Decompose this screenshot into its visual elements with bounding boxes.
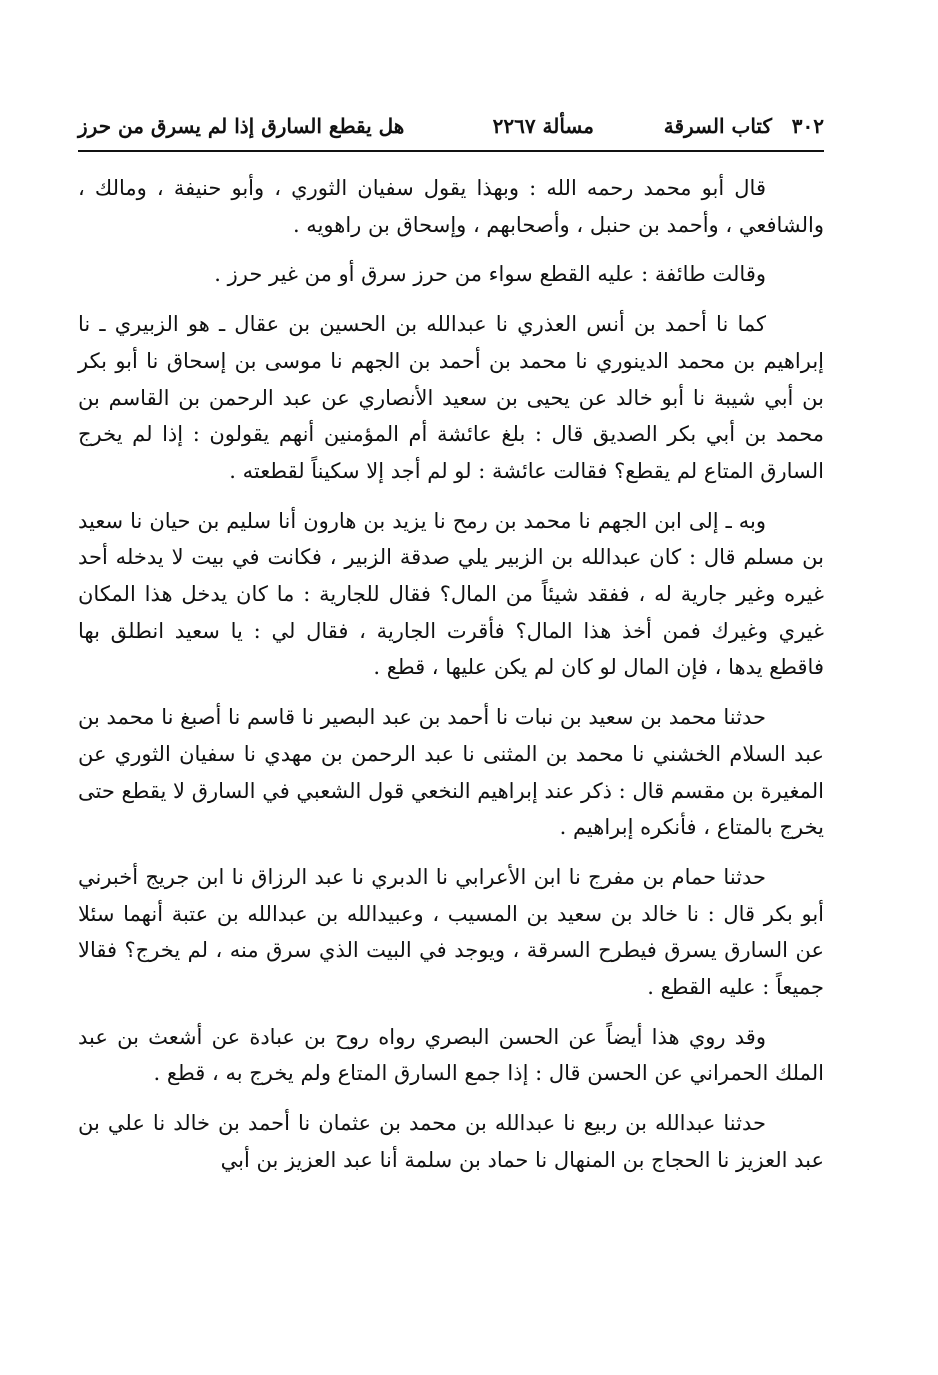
paragraph: وقالت طائفة : عليه القطع سواء من حرز سرق أو من غير حرز . <box>214 262 766 287</box>
paragraph: حدثنا عبدالله بن ربيع نا عبدالله بن محمد بن عثمان نا أحمد بن خالد نا علي بن عبد العزيز نا الحجاج بن المنهال نا حماد بن سلمة أنا عبد العزيز بن أبي <box>78 1111 824 1172</box>
book-title: كتاب السرقة <box>663 114 772 138</box>
page-number: ٣٠٢ <box>791 114 824 138</box>
header-rule <box>78 150 824 152</box>
running-header <box>78 112 824 144</box>
paragraph: حدثنا حمام بن مفرج نا ابن الأعرابي نا الدبري نا عبد الرزاق نا ابن جريج أخبرني أبو بكر قال : نا خالد بن سعيد بن المسيب ، وعبيدالله بن عبدالله بن عتبة أنهما سئلا عن السارق يسرق فيطرح السرقة ، ويوجد في البيت الذي سرق منه ، لم يخرج؟ فقالا جميعاً : عليه القطع . <box>78 864 824 1000</box>
topic-title: هل يقطع السارق إذا لم يسرق من حرز <box>78 114 405 138</box>
paragraph: حدثنا محمد بن سعيد بن نبات نا أحمد بن عبد البصير نا قاسم نا أصبغ نا محمد بن عبد السلام الخشني نا محمد بن المثنى نا عبد الرحمن بن مهدي نا سفيان الثوري عن المغيرة بن مقسم قال : ذكر عند إبراهيم النخعي قول الشعبي في السارق لا يقطع حتى يخرج بالمتاع ، فأنكره إبراهيم . <box>78 705 824 840</box>
paragraph: وبه ـ إلى ابن الجهم نا محمد بن رمح نا يزيد بن هارون أنا سليم بن حيان نا سعيد بن مسلم قال : كان عبدالله بن الزبير يلي صدقة الزبير ، فكانت في بيت لا يدخله أحد غيره وغير جارية له ، ففقد شيئاً من المال؟ فقال للجارية : ما كان يدخل هذا المكان غيري وغيرك فمن أخذ هذا المال؟ فأقرت الجارية ، فقال لي : يا سعيد انطلق بها فاقطع يدها ، فإن المال لو كان لم يكن عليها ، قطع . <box>78 508 824 680</box>
paragraph: قال أبو محمد رحمه الله : وبهذا يقول سفيان الثوري ، وأبو حنيفة ، ومالك ، والشافعي ، وأحمد بن حنبل ، وأصحابهم ، وإسحاق بن راهويه . <box>78 176 824 237</box>
paragraph: كما نا أحمد بن أنس العذري نا عبدالله بن الحسين بن عقال ـ هو الزبيري ـ نا إبراهيم بن محمد الدينوري نا محمد بن أحمد بن الجهم نا موسى بن إسحاق نا أبو بكر بن أبي شيبة نا أبو خالد عن يحيى بن سعيد الأنصاري عن عبد الرحمن بن القاسم بن محمد بن أبي بكر الصديق قال : بلغ عائشة أم المؤمنين أنهم يقولون : إذا لم يخرج السارق المتاع لم يقطع؟ فقالت عائشة : لو لم أجد إلا سكيناً لقطعته . <box>78 312 824 483</box>
paragraph: وقد روي هذا أيضاً عن الحسن البصري رواه روح بن عبادة عن أشعث بن عبد الملك الحمراني عن الحسن قال : إذا جمع السارق المتاع ولم يخرج به ، قطع . <box>78 1024 824 1086</box>
page-body <box>78 170 824 1192</box>
issue-number: مسألة ٢٢٦٧ <box>492 114 594 138</box>
